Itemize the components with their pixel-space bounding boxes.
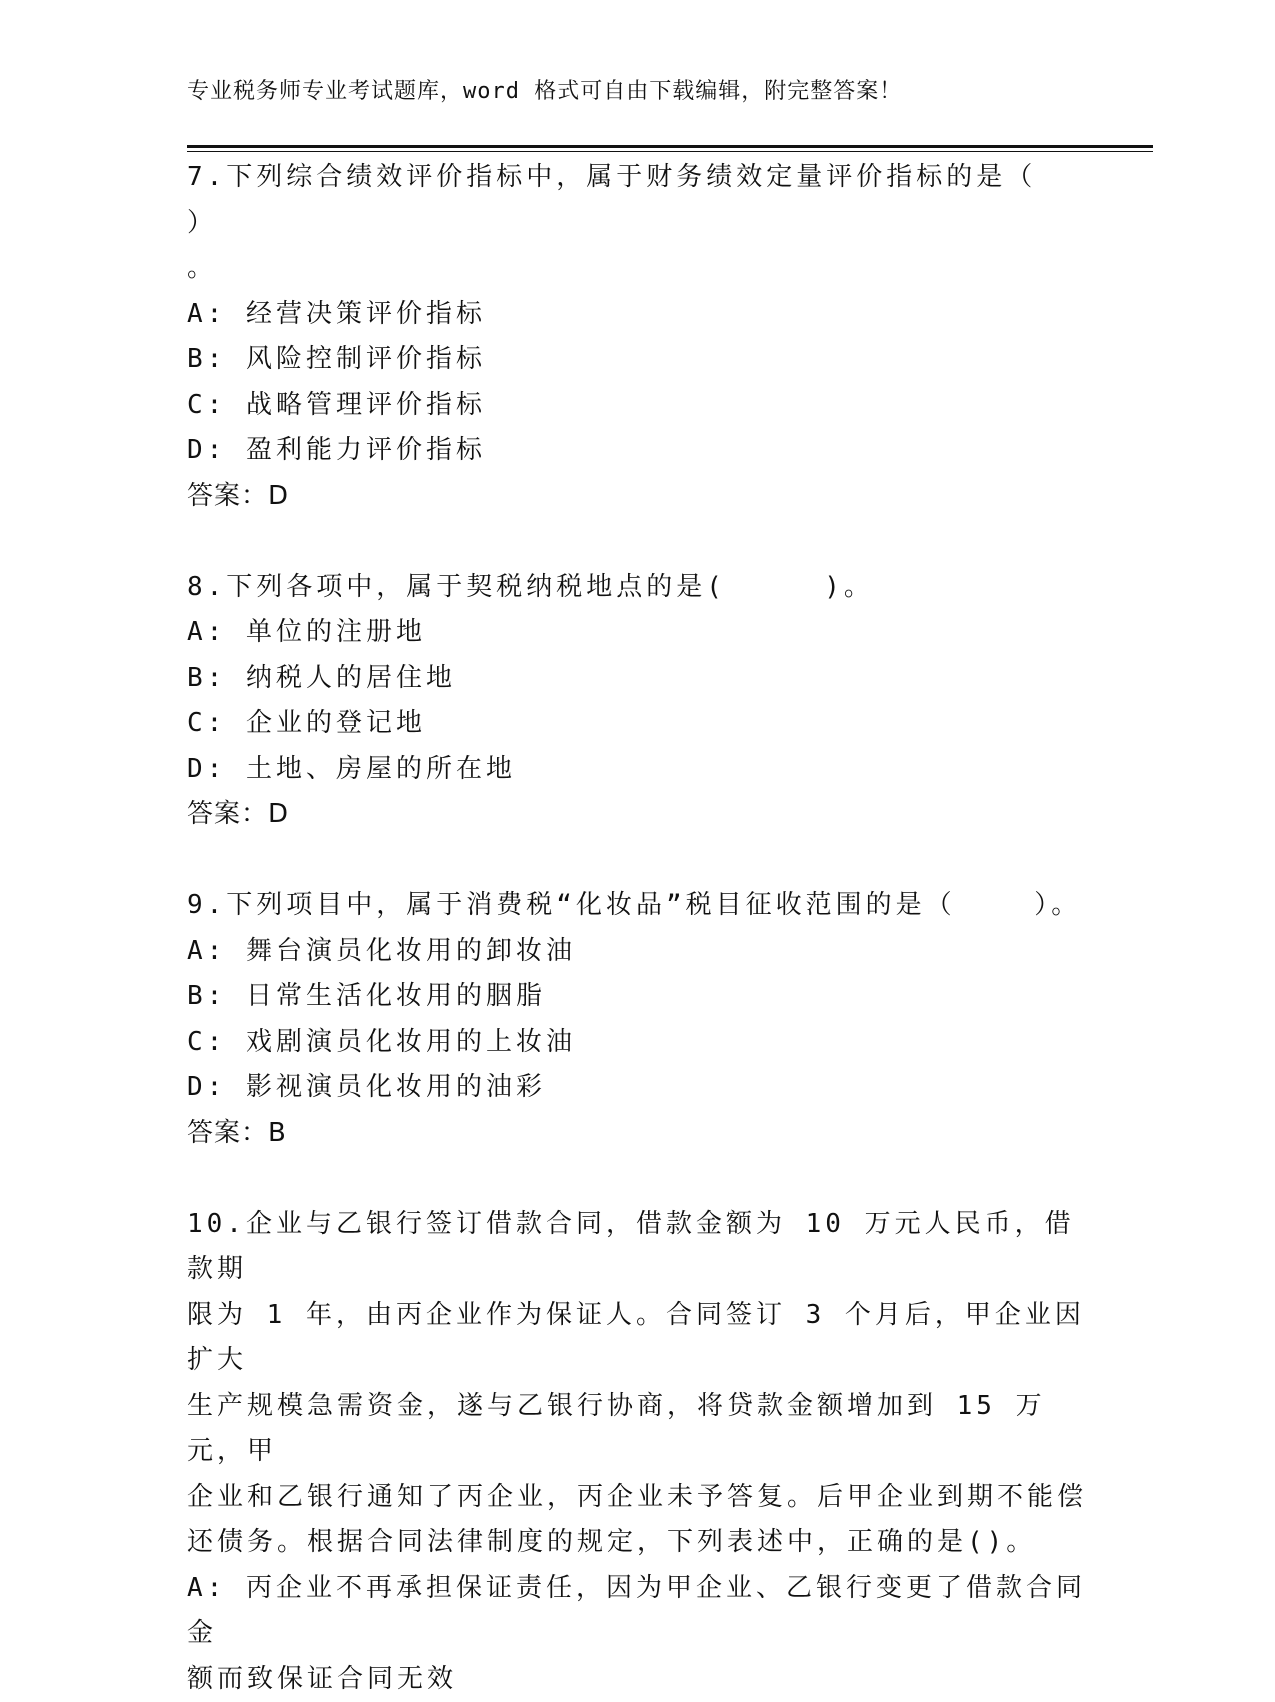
question-stem-line: 7.下列综合绩效评价指标中，属于财务绩效定量评价指标的是（ ） xyxy=(187,155,1087,246)
option-a: A: 单位的注册地 xyxy=(187,610,1087,656)
question-stem-line: 还债务。根据合同法律制度的规定，下列表述中，正确的是()。 xyxy=(187,1520,1087,1566)
answer-line: 答案：D xyxy=(187,474,1087,520)
option-a: A: 经营决策评价指标 xyxy=(187,292,1087,338)
option-c: C: 战略管理评价指标 xyxy=(187,383,1087,429)
option-d: D: 盈利能力评价指标 xyxy=(187,428,1087,474)
question-stem-line: 生产规模急需资金，遂与乙银行协商，将贷款金额增加到 15 万元，甲 xyxy=(187,1384,1087,1475)
question-gap xyxy=(187,519,1087,565)
question-8 xyxy=(187,565,1087,838)
option-d: D: 土地、房屋的所在地 xyxy=(187,747,1087,793)
page-header-text: 专业税务师专业考试题库，word 格式可自由下载编辑，附完整答案！ xyxy=(187,74,902,105)
option-a: A: 舞台演员化妆用的卸妆油 xyxy=(187,929,1087,975)
question-9 xyxy=(187,883,1087,1156)
option-c: C: 企业的登记地 xyxy=(187,701,1087,747)
answer-line: 答案：B xyxy=(187,1111,1087,1157)
question-stem-line: 企业和乙银行通知了丙企业，丙企业未予答复。后甲企业到期不能偿 xyxy=(187,1475,1087,1521)
option-b: B: 风险控制评价指标 xyxy=(187,337,1087,383)
question-gap xyxy=(187,838,1087,884)
question-stem-line: 限为 1 年，由丙企业作为保证人。合同签订 3 个月后，甲企业因扩大 xyxy=(187,1293,1087,1384)
question-stem-line: 10.企业与乙银行签订借款合同，借款金额为 10 万元人民币，借款期 xyxy=(187,1202,1087,1293)
option-d: D: 影视演员化妆用的油彩 xyxy=(187,1065,1087,1111)
header-rule-thin xyxy=(187,151,1153,152)
question-list xyxy=(187,155,1087,1702)
question-7 xyxy=(187,155,1087,519)
header-rule-thick xyxy=(187,145,1153,148)
option-c: C: 戏剧演员化妆用的上妆油 xyxy=(187,1020,1087,1066)
question-gap xyxy=(187,1156,1087,1202)
question-stem-line: 。 xyxy=(187,246,1087,292)
question-stem-line: 8.下列各项中，属于契税纳税地点的是( )。 xyxy=(187,565,1087,611)
option-a: A: 丙企业不再承担保证责任，因为甲企业、乙银行变更了借款合同金 xyxy=(187,1566,1087,1657)
option-b: B: 纳税人的居住地 xyxy=(187,656,1087,702)
option-b: B: 日常生活化妆用的胭脂 xyxy=(187,974,1087,1020)
question-stem-line: 9.下列项目中，属于消费税“化妆品”税目征收范围的是（ ）。 xyxy=(187,883,1087,929)
option-a-continued: 额而致保证合同无效 xyxy=(187,1657,1087,1702)
answer-line: 答案：D xyxy=(187,792,1087,838)
question-10 xyxy=(187,1202,1087,1702)
